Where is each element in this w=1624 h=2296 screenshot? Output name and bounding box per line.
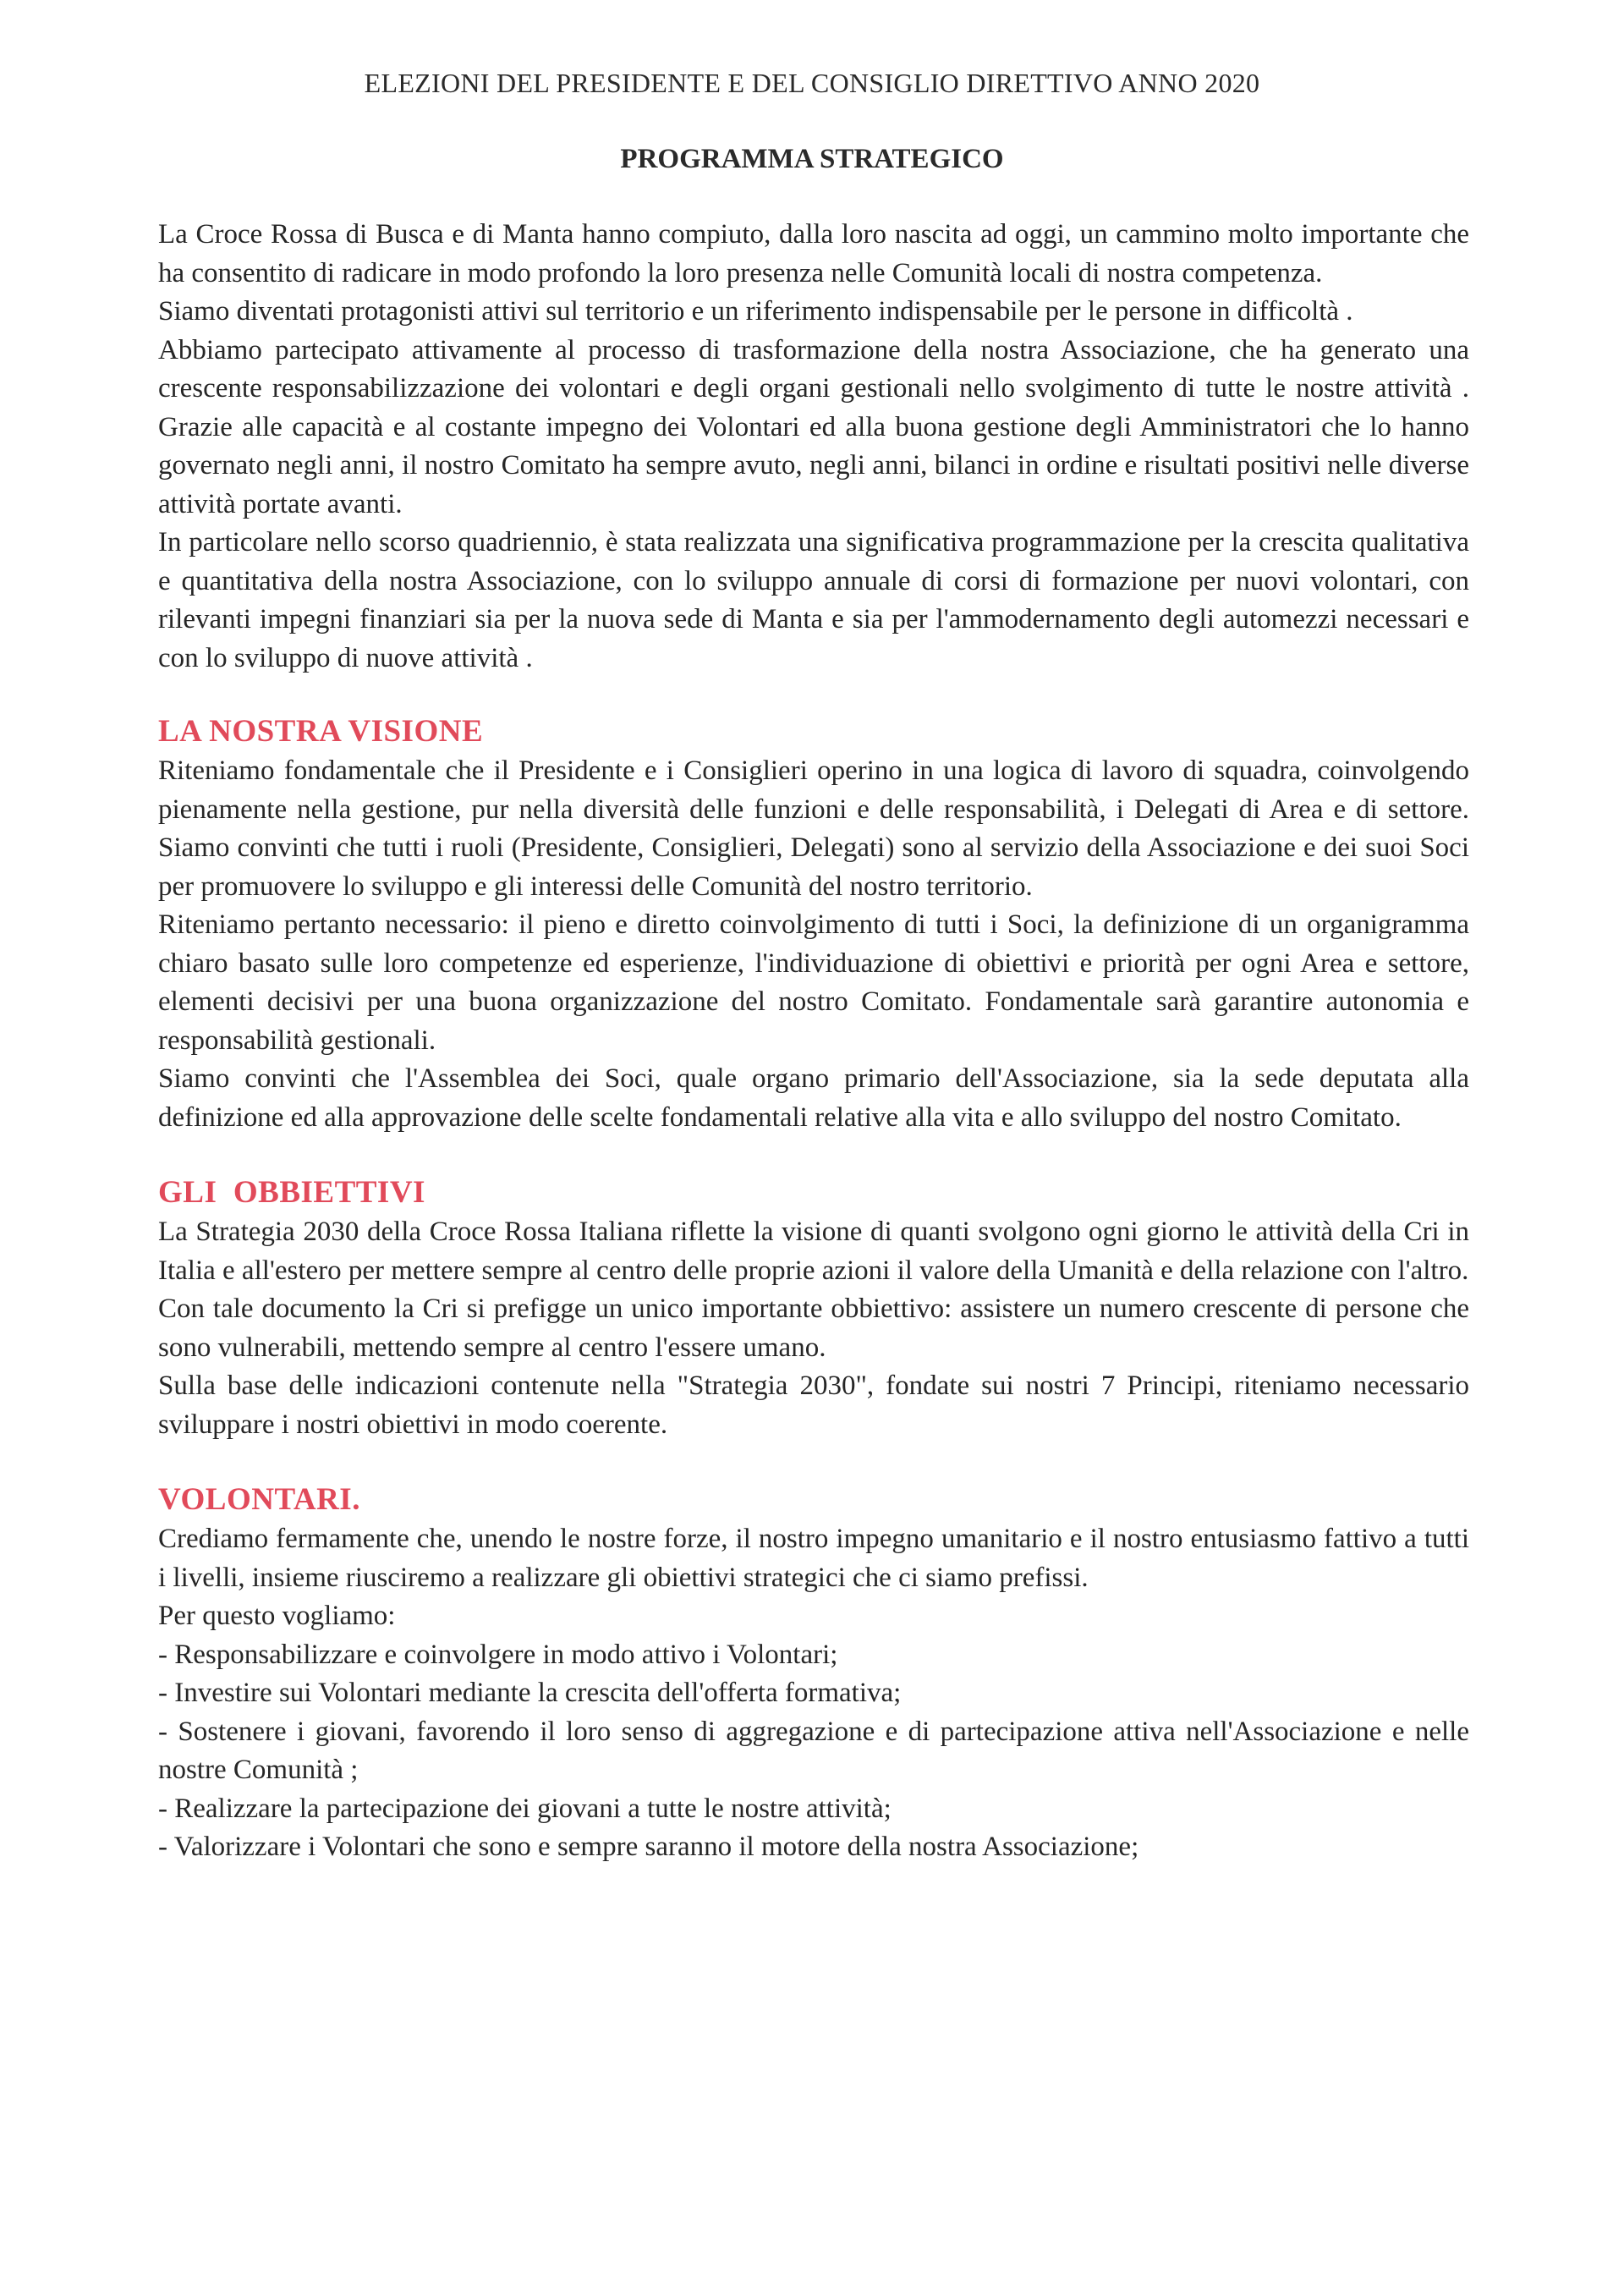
visione-paragraph: Siamo convinti che l'Assemblea dei Soci, quale organo primario dell'Associazione, sia la sede deputata alla definizione ed alla approvazione delle scelte fondamentali relative alla vita e allo sviluppo del nostro Comitato. [158,1063,1469,1133]
intro-section [158,216,1469,678]
visione-paragraph: Riteniamo fondamentale che il Presidente e i Consiglieri operino in una logica di lavoro di squadra, coinvolgendo pienamente nella gestione, pur nella diversità delle funzioni e delle responsabilità, i Delegati di Area e di settore. Siamo convinti che tutti i ruoli (Presidente, Consiglieri, Delegati) sono al servizio della Associazione e dei suoi Soci per promuovere lo sviluppo e gli interessi delle Comunità del nostro territorio. [158,755,1469,902]
visione-section [158,711,1469,1137]
obbiettivi-section [158,1173,1469,1444]
volontari-paragraph: Per questo vogliamo: [158,1601,396,1631]
intro-paragraph: In particolare nello scorso quadriennio, è stata realizzata una significativa programmazione per la crescita qualitativa e quantitativa della nostra Associazione, con lo sviluppo annuale di corsi di formazione per nuovi volontari, con rilevanti impegni finanziari sia per la nuova sede di Manta e sia per l'ammodernamento degli automezzi necessari e con lo sviluppo di nuove attività . [158,527,1469,673]
list-item: - Realizzare la partecipazione dei giovani a tutte le nostre attività; [158,1793,892,1824]
document-title: ELEZIONI DEL PRESIDENTE E DEL CONSIGLIO DIRETTIVO ANNO 2020 [364,68,1260,98]
intro-paragraph: Siamo diventati protagonisti attivi sul territorio e un riferimento indispensabile per le persone in difficoltà . [158,296,1353,327]
section-heading-visione: LA NOSTRA VISIONE [158,714,484,749]
document-subtitle: PROGRAMMA STRATEGICO [620,144,1004,174]
list-item: - Investire sui Volontari mediante la crescita dell'offerta formativa; [158,1678,902,1708]
volontari-section [158,1480,1469,1867]
intro-paragraph: La Croce Rossa di Busca e di Manta hanno compiuto, dalla loro nascita ad oggi, un cammino molto importante che ha consentito di radicare in modo profondo la loro presenza nelle Comunità locali di nostra competenza. [158,219,1469,288]
volontari-list [158,1636,1469,1867]
list-item: - Sostenere i giovani, favorendo il loro senso di aggregazione e di partecipazione attiva nell'Associazione e nelle nostre Comunità ; [158,1716,1469,1785]
section-heading-volontari: VOLONTARI. [158,1482,360,1517]
obbiettivi-paragraph: Con tale documento la Cri si prefigge un unico importante obbiettivo: assistere un numero crescente di persone che sono vulnerabili, mettendo sempre al centro l'essere umano. [158,1294,1469,1363]
section-heading-obbiettivi: GLI OBBIETTIVI [158,1175,425,1210]
volontari-paragraph: Crediamo fermamente che, unendo le nostre forze, il nostro impegno umanitario e il nostro entusiasmo fattivo a tutti i livelli, insieme riusciremo a realizzare gli obiettivi strategici che ci siamo prefissi. [158,1524,1469,1593]
list-item: - Valorizzare i Volontari che sono e sempre saranno il motore della nostra Associazione; [158,1832,1139,1862]
intro-paragraph: Abbiamo partecipato attivamente al processo di trasformazione della nostra Associazione, che ha generato una crescente responsabilizzazione dei volontari e degli organi gestionali nello svolgimento di tutte le nostre attività . Grazie alle capacità e al costante impegno dei Volontari ed alla buona gestione degli Amministratori che lo hanno governato negli anni, il nostro Comitato ha sempre avuto, negli anni, bilanci in ordine e risultati positivi nelle diverse attività portate avanti. [158,334,1469,519]
document-body [158,216,1469,1867]
list-item: - Responsabilizzare e coinvolgere in modo attivo i Volontari; [158,1639,838,1670]
obbiettivi-paragraph: La Strategia 2030 della Croce Rossa Italiana riflette la visione di quanti svolgono ogni giorno le attività della Cri in Italia e all'estero per mettere sempre al centro delle proprie azioni il valore della Umanità e della relazione con l'altro. [158,1217,1469,1286]
obbiettivi-paragraph: Sulla base delle indicazioni contenute nella "Strategia 2030", fondate sui nostri 7 Principi, riteniamo necessario sviluppare i nostri obiettivi in modo coerente. [158,1370,1469,1440]
visione-paragraph: Riteniamo pertanto necessario: il pieno e diretto coinvolgimento di tutti i Soci, la definizione di un organigramma chiaro basato sulle loro competenze ed esperienze, l'individuazione di obiettivi e priorità per ogni Area e settore, elementi decisivi per una buona organizzazione del nostro Comitato. Fondamentale sarà garantire autonomia e responsabilità gestionali. [158,909,1469,1056]
